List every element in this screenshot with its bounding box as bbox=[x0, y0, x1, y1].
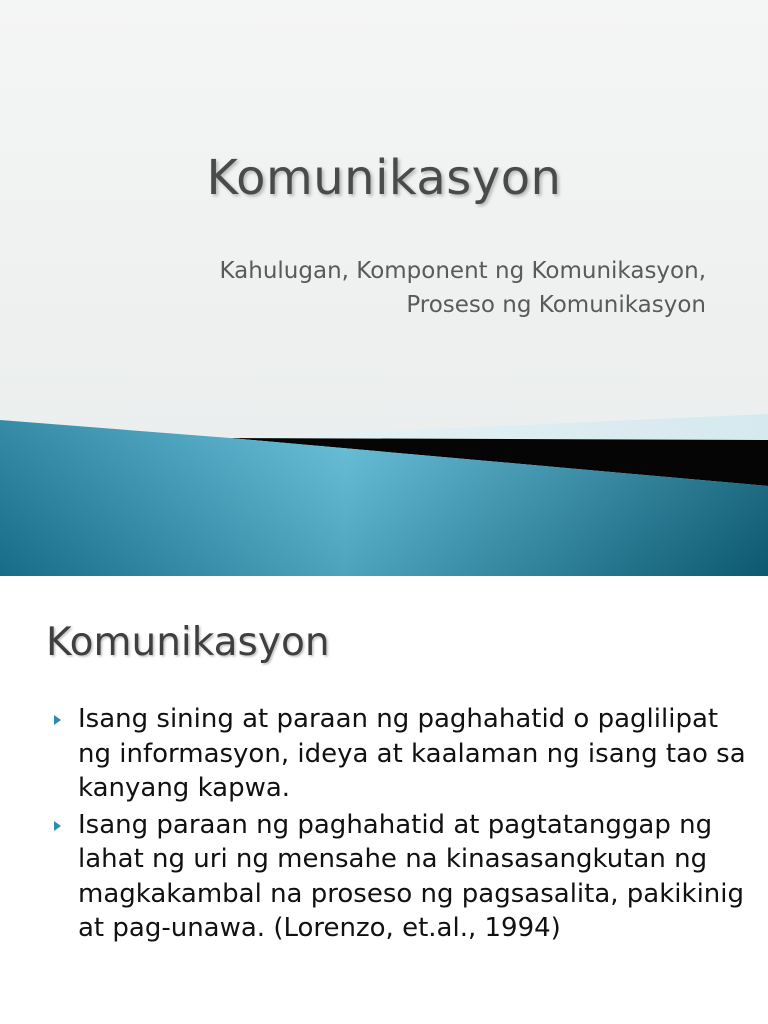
bullet-list bbox=[52, 702, 752, 948]
bullet-text: Isang paraan ng paghahatid at pagtatanggap ng lahat ng uri ng mensahe na kinasasangkutan ng magkakambal na proseso ng pagsasalita, pakikinig at pag-unawa. (Lorenzo, et.al., 1994) bbox=[78, 809, 744, 943]
bullet-item bbox=[52, 702, 752, 806]
triangle-bullet-icon bbox=[54, 715, 61, 725]
content-title: Komunikasyon bbox=[46, 620, 330, 665]
slide-subtitle bbox=[66, 254, 706, 322]
decorative-band bbox=[0, 400, 768, 576]
triangle-bullet-icon bbox=[54, 821, 61, 831]
subtitle-line-1: Kahulugan, Komponent ng Komunikasyon, bbox=[219, 258, 706, 284]
slide-title: Komunikasyon bbox=[206, 150, 562, 206]
light-strip-shape bbox=[230, 414, 768, 440]
bullet-item bbox=[52, 808, 752, 946]
bullet-text: Isang sining at paraan ng paghahatid o paglilipat ng informasyon, ideya at kaalaman ng isang tao sa kanyang kapwa. bbox=[78, 704, 746, 803]
content-slide bbox=[0, 576, 768, 1024]
subtitle-line-2: Proseso ng Komunikasyon bbox=[406, 292, 706, 318]
